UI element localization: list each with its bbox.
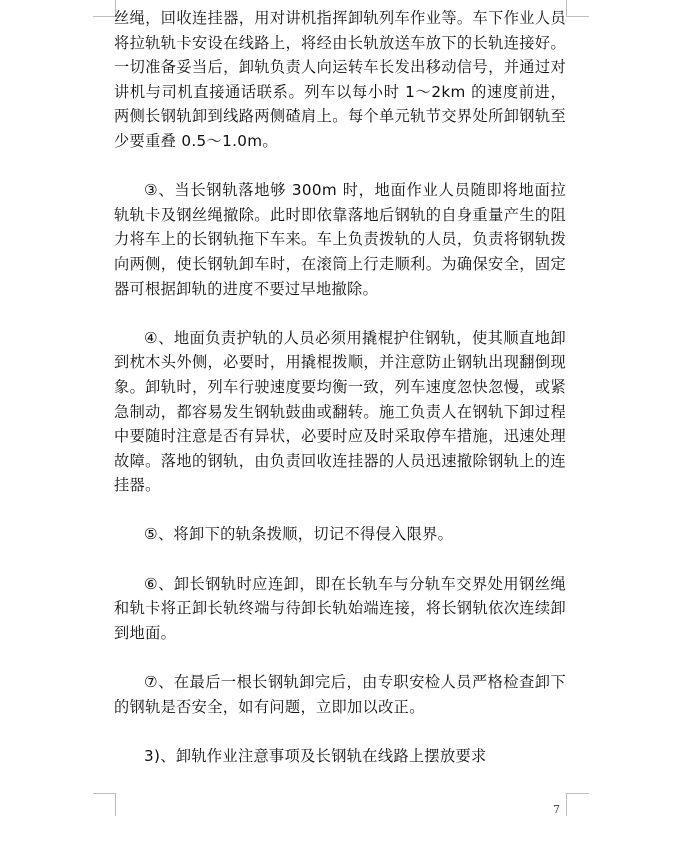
body-text bbox=[114, 6, 566, 793]
section-heading: 3)、卸轨作业注意事项及长钢轨在线路上摆放要求 bbox=[144, 746, 487, 765]
crop-mark-bottom-left bbox=[93, 793, 116, 816]
page-number: 7 bbox=[553, 803, 560, 816]
paragraph-step-4: ④、地面负责护轨的人员必须用撬棍护住钢轨，使其顺直地卸到枕木头外侧，必要时，用撬棍拨顺，并注意防止钢轨出现翻倒现象。卸轨时，列车行驶速度要均衡一致，列车速度忽快忽慢，或紧急制动，都容易发生钢轨鼓曲或翻转。施工负责人在钢轨下卸过程中要随时注意是否有异状，必要时应及时采取停车措施，迅速处理故障。落地的钢轨，由负责回收连挂器的人员迅速撤除钢轨上的连挂器。 bbox=[114, 328, 566, 495]
paragraph-step-6: ⑥、卸长钢轨时应连卸，即在长轨车与分轨车交界处用钢丝绳和轨卡将正卸长轨终端与待卸长轨始端连接，将长钢轨依次连续卸到地面。 bbox=[114, 574, 566, 642]
crop-mark-top-right bbox=[566, 0, 589, 17]
paragraph-step-3: ③、当长钢轨落地够 300m 时，地面作业人员随即将地面拉轨轨卡及钢丝绳撤除。此时即依靠落地后钢轨的自身重量产生的阻力将车上的长钢轨拖下车来。车上负责拨轨的人员，负责将钢轨拨向两侧，使长钢轨卸车时，在滚筒上行走顺利。为确保安全，固定器可根据卸轨的进度不要过早地撤除。 bbox=[114, 181, 566, 298]
crop-mark-top-left bbox=[93, 0, 116, 17]
paragraph-step-7: ⑦、在最后一根长钢轨卸完后，由专职安检人员严格检查卸下的钢轨是否安全，如有问题，立即加以改正。 bbox=[114, 673, 566, 716]
crop-mark-bottom-right bbox=[566, 793, 589, 816]
paragraph-step-5: ⑤、将卸下的轨条拨顺，切记不得侵入限界。 bbox=[144, 525, 454, 544]
paragraph-continuation: 丝绳，回收连挂器，用对讲机指挥卸轨列车作业等。车下作业人员将拉轨轨卡安设在线路上，将经由长轨放送车放下的长轨连接好。一切准备妥当后，卸轨负责人向运转车长发出移动信号，并通过对讲机与司机直接通话联系。列车以每小时 1～2km 的速度前进，两侧长钢轨卸到线路两侧碴肩上。每个单元轨节交界处所卸钢轨至少要重叠 0.5～1.0m。 bbox=[114, 9, 566, 150]
